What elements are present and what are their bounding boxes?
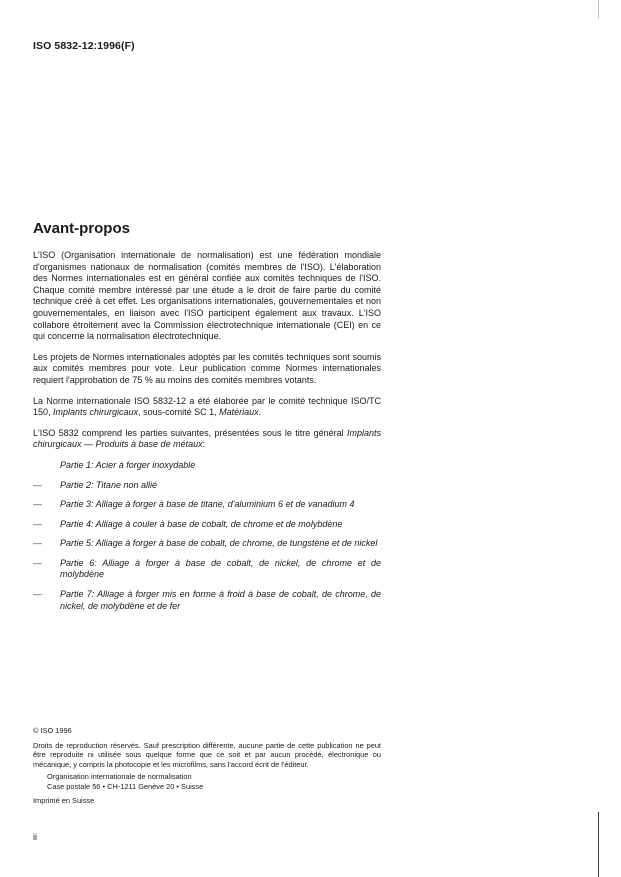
copyright-notice: © ISO 1996: [33, 726, 72, 735]
list-item: — Partie 3: Alliage à forger à base de titane, d'aluminium 6 et de vanadium 4: [33, 499, 355, 510]
list-dash: —: [33, 538, 42, 549]
paragraph-iso-intro: L'ISO (Organisation internationale de normalisation) est une fédération mondiale d'organismes nationaux de normalisation (comités membres de l'ISO). L'élaboration des Normes internationales est en général confiée aux comités techniques de l'ISO. Chaque comité membre intéressé par une étude a le droit de faire partie du comité technique créé à cet effet. Les organisations internationales, gouvernementales et non gouvernementales, en liaison avec l'ISO participent également aux travaux. L'ISO collabore étroitement avec la Commission électrotechnique internationale (CEI) en ce qui concerne la normalisation électrotechnique.: [33, 250, 381, 342]
paragraph-committee: La Norme internationale ISO 5832-12 a été élaborée par le comité technique ISO/TC 150, Implants chirurgicaux, sous-comité SC 1, Matériaux.: [33, 395, 381, 418]
document-id: ISO 5832-12:1996(F): [33, 40, 135, 52]
rights-statement: Droits de reproduction réservés. Sauf prescription différente, aucune partie de cette publication ne peut être reproduite ni utilisée sous quelque forme que ce soit et par aucun procédé, électronique ou mécanique, y compris la photocopie et les microfilms, sans l'accord écrit de l'éditeur.: [33, 740, 381, 769]
foreword-body: [33, 250, 381, 620]
printed-in: Imprimé en Suisse: [33, 795, 95, 805]
list-dash: —: [33, 499, 42, 510]
paragraph-parts-intro: L'ISO 5832 comprend les parties suivantes, présentées sous le titre général Implants chirurgicaux — Produits à base de métaux:: [33, 427, 381, 450]
publisher-org: Organisation internationale de normalisation: [47, 772, 192, 782]
parts-list: [33, 460, 381, 612]
list-dash: —: [33, 479, 42, 490]
copyright-footer: [33, 726, 381, 805]
section-title: Avant-propos: [33, 220, 130, 237]
list-item: Partie 1: Acier à forger inoxydable: [60, 459, 196, 470]
publisher-address: [33, 772, 381, 791]
publisher-postal: Case postale 56 • CH-1211 Genève 20 • Suisse: [47, 781, 204, 791]
page-number: ii: [33, 832, 37, 842]
list-item: — Partie 2: Titane non allié: [33, 479, 157, 490]
list-item: — Partie 6: Alliage à forger à base de cobalt, de nickel, de chrome et de molybdène: [33, 557, 381, 580]
list-item: — Partie 4: Alliage à couler à base de cobalt, de chrome et de molybdène: [33, 518, 343, 529]
page-edge-mark-bottom: [598, 812, 599, 877]
list-dash: —: [33, 589, 42, 600]
paragraph-voting: Les projets de Normes internationales adoptés par les comités techniques sont soumis aux comités membres pour vote. Leur publication comme Normes internationales requiert l'approbation de 75 % au moins des comités membres votants.: [33, 351, 381, 385]
list-item: — Partie 5: Alliage à forger à base de cobalt, de chrome, de tungstène et de nickel: [33, 538, 378, 549]
list-item: — Partie 7: Alliage à forger mis en forme à froid à base de cobalt, de chrome, de nickel, de molybdène et de fer: [33, 589, 381, 611]
list-dash: —: [33, 518, 42, 529]
page-edge-mark-top: [598, 0, 599, 18]
list-dash: —: [33, 557, 42, 568]
